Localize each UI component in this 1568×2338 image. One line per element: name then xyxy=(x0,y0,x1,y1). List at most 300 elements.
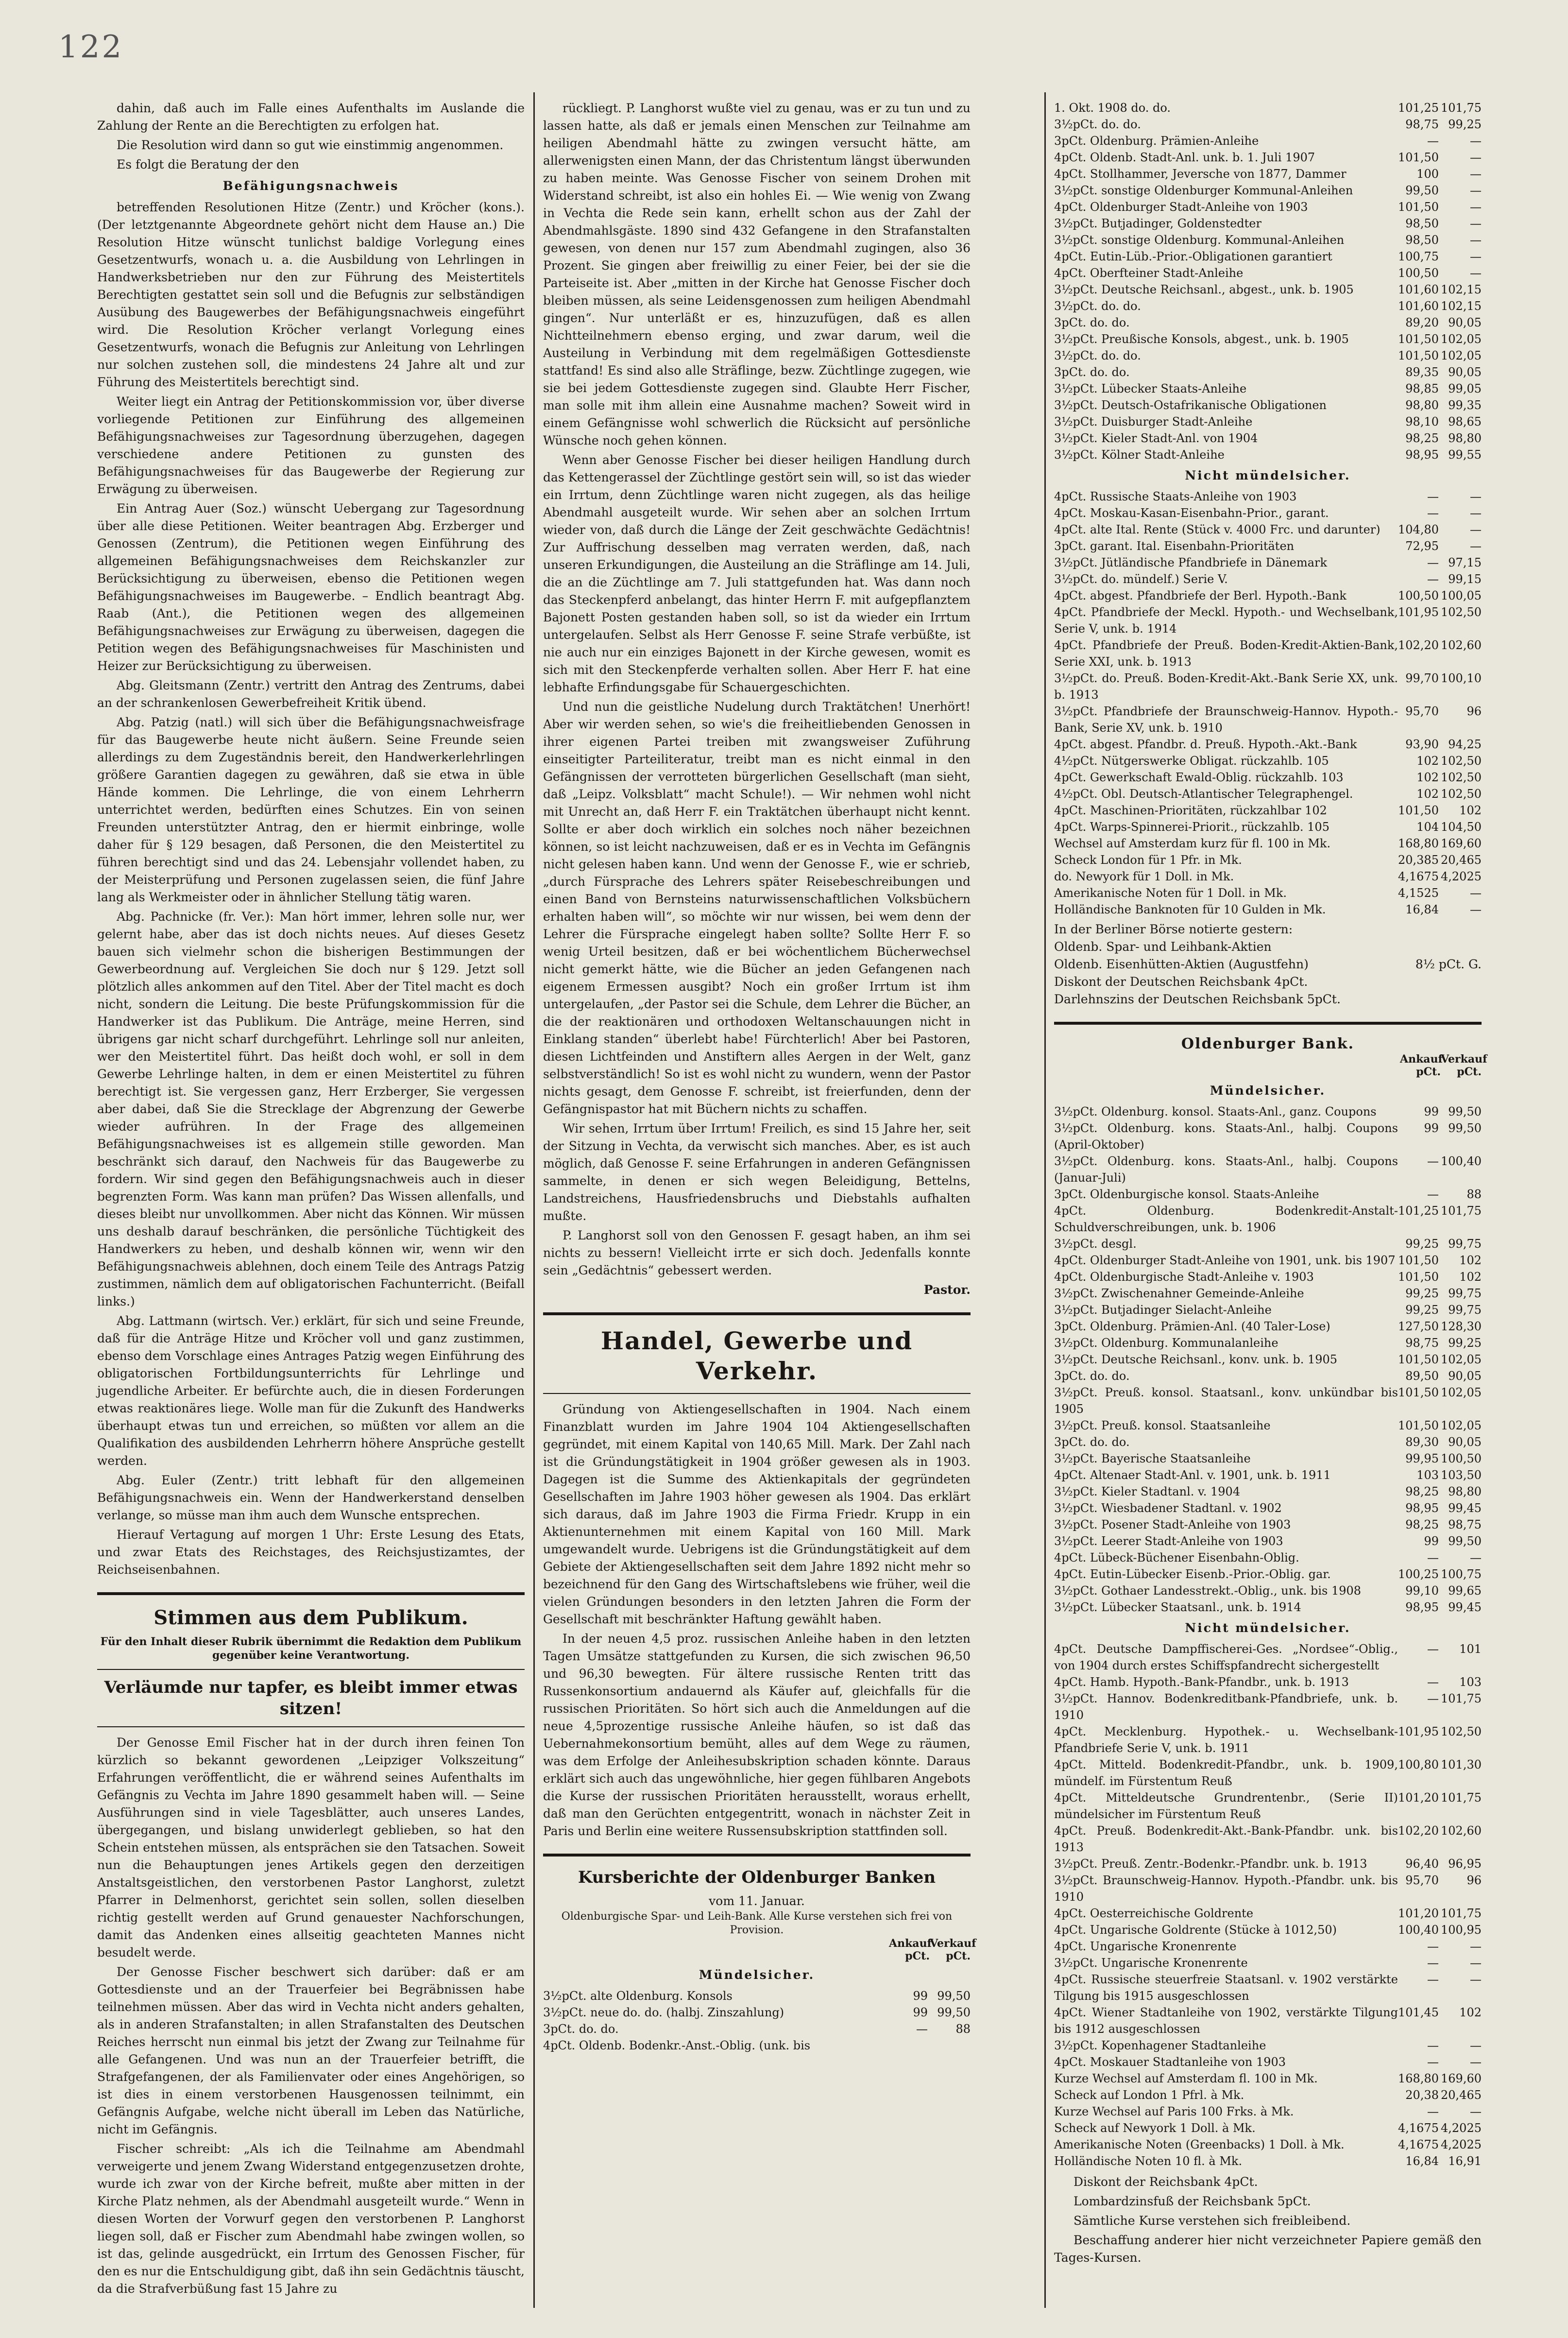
paragraph-group xyxy=(97,1734,525,2298)
table-bank: Oldenburgische Spar- und Leih-Bank. Alle Kurse verstehen sich frei von Provision. xyxy=(561,1910,953,1936)
rate-sell: — xyxy=(1470,1940,1482,1953)
rate-buy: 100,80 xyxy=(1398,1758,1439,1771)
rate-title: 4pCt. Gewerkschaft Ewald-Oblig. rückzahlb. 103 xyxy=(1054,771,1344,784)
paragraph: betreffenden Resolutionen Hitze (Zentr.) und Kröcher (kons.). (Der letztgenannte Abgeordnete gehört nicht dem Hause an.) Die Resolution Hitze wünscht tunlichst baldige Vorlegung eines Gesetzentwurfs, wonach u. a. die Ausbildung von Lehrlingen in Handwerksbetrieben nur den zur Führung des Meistertitels Berechtigten gestattet sein soll und die Befugnis zur selbständigen Ausübung des Baugewerbes der Befähigungsnachweis eingeführt wird. Die Resolution Kröcher verlangt Vorlegung eines Gesetzentwurfs, wonach die Befugnis zur Anleitung von Lehrlingen nur solchen zustehen soll, die mindestens 24 Jahre alt und zur Führung des Meistertitels berechtigt sind. xyxy=(97,200,525,389)
rate-row xyxy=(1054,100,1482,116)
rate-buy: 102 xyxy=(1416,771,1439,784)
paragraph: Wir sehen, Irrtum über Irrtum! Freilich, es sind 15 Jahre her, seit der Sitzung in Vechta, da verwischt sich manches. Aber, es ist auch möglich, daß Genosse F. seine Erfahrungen in anderen Gefängnissen sammelte, in denen er sich wegen Beleidigung, Bettelns, Landstreichens, Hausfriedensbruchs und Diebstahls aufhalten mußte. xyxy=(543,1121,971,1223)
rate-sell: — xyxy=(1470,151,1482,164)
rate-row xyxy=(543,2021,971,2037)
rate-title: 3½pCt. neue do. do. (halbj. Zinszahlung) xyxy=(543,2006,784,2019)
rate-title: 4pCt. Moskauer Stadtanleihe von 1903 xyxy=(1054,2055,1286,2069)
rate-title: 3½pCt. Lübecker Staats-Anleihe xyxy=(1054,382,1247,395)
rate-title: 3½pCt. Duisburger Stadt-Anleihe xyxy=(1054,415,1253,429)
rate-row xyxy=(1054,133,1482,149)
rate-title: 3pCt. do. do. xyxy=(1054,316,1130,329)
rate-title: 3½pCt. Jütländische Pfandbriefe in Dänemark xyxy=(1054,556,1328,569)
rate-sell: 102,50 xyxy=(1441,1725,1482,1738)
paragraph: Sämtliche Kurse verstehen sich freibleibend. xyxy=(1074,2214,1351,2228)
rate-buy: 101,60 xyxy=(1398,299,1439,313)
exchange-value: 8½ pCt. G. xyxy=(1415,957,1482,971)
rate-row xyxy=(1054,1302,1482,1318)
rate-title: 4pCt. abgest. Pfandbr. d. Preuß. Hypoth.-Akt.-Bank xyxy=(1054,738,1357,751)
rate-title: 3½pCt. Braunschweig-Hannov. Hypoth.-Pfandbr. unk. bis 1910 xyxy=(1054,1874,1398,1904)
paragraph: Die Resolution wird dann so gut wie einstimmig angenommen. xyxy=(117,138,504,152)
table-section-label: Mündelsicher. xyxy=(1210,1083,1326,1098)
rate-sell: 99,75 xyxy=(1448,1287,1482,1300)
table-section-label: Nicht mündelsicher. xyxy=(1185,468,1351,482)
rate-sell: 97,15 xyxy=(1448,556,1482,569)
rate-buy: 99,10 xyxy=(1405,1584,1439,1598)
rate-title: 4pCt. Oldenburger Stadt-Anleihe von 1903 xyxy=(1054,200,1308,214)
rate-sell: 100,05 xyxy=(1441,589,1482,602)
table-section-label: Mündelsicher. xyxy=(699,1968,815,1982)
rate-title: 3pCt. do. do. xyxy=(1054,1435,1130,1449)
rate-sell: — xyxy=(1470,2039,1482,2052)
rate-buy: 101,50 xyxy=(1398,1386,1439,1399)
rate-buy: — xyxy=(1427,1973,1439,1986)
rate-row xyxy=(1054,1566,1482,1582)
rate-buy: 99 xyxy=(913,1989,928,2003)
rate-sell: — xyxy=(1470,1551,1482,1564)
rate-title: 4pCt. Mitteld. Bodenkredit-Pfandbr., unk. b. 1909, mündelf. im Fürstentum Reuß xyxy=(1054,1758,1398,1788)
rate-row xyxy=(1054,2070,1482,2087)
signature: Pastor. xyxy=(923,1283,971,1297)
exchange-line: Diskont der Deutschen Reichsbank 4pCt. xyxy=(1054,975,1308,989)
rate-row xyxy=(1054,380,1482,397)
rate-row xyxy=(1054,2037,1482,2054)
rate-title: 3½pCt. Hannov. Bodenkreditbank-Pfandbriefe, unk. b. 1910 xyxy=(1054,1692,1398,1722)
article-title: Verläumde nur tapfer, es bleibt immer etwas sitzen! xyxy=(104,1678,518,1719)
rate-title: 3½pCt. Oldenburg. konsol. Staats-Anl., ganz. Coupons xyxy=(1054,1105,1377,1118)
rate-sell: 102,05 xyxy=(1441,1419,1482,1432)
paragraph: Lombardzinsfuß der Reichsbank 5pCt. xyxy=(1074,2194,1311,2208)
rate-row xyxy=(1054,1186,1482,1203)
rate-title: 3½pCt. desgl. xyxy=(1054,1237,1137,1251)
rate-sell: 98,65 xyxy=(1448,415,1482,429)
rate-row xyxy=(1054,571,1482,587)
rate-sell: — xyxy=(1470,217,1482,230)
divider xyxy=(97,1726,525,1727)
rate-sell: 100,10 xyxy=(1441,671,1482,685)
rate-sell: 103,50 xyxy=(1441,1468,1482,1482)
rate-row xyxy=(1054,281,1482,298)
paragraph: Es folgt die Beratung der den xyxy=(117,157,299,172)
rate-buy: 101,25 xyxy=(1398,101,1439,115)
rate-buy: 4,1675 xyxy=(1398,870,1439,883)
rate-sell: 98,75 xyxy=(1448,1518,1482,1531)
rate-title: 4pCt. Eutin-Lüb.-Prior.-Obligationen garantiert xyxy=(1054,250,1332,263)
rate-title: 3½pCt. Kölner Stadt-Anleihe xyxy=(1054,448,1225,462)
rate-title: 3½pCt. Deutsche Reichsanl., konv. unk. b. 1905 xyxy=(1054,1353,1338,1366)
header-buy: Ankauf pCt. xyxy=(889,1937,932,1962)
rate-title: 3½pCt. Preuß. konsol. Staatsanleihe xyxy=(1054,1419,1271,1432)
rate-row xyxy=(1054,868,1482,885)
rate-sell: 101,75 xyxy=(1441,1204,1482,1218)
table-date: vom 11. Januar. xyxy=(709,1894,805,1908)
exchange-line: Darlehnszins der Deutschen Reichsbank 5pCt. xyxy=(1054,992,1341,1006)
rate-buy: — xyxy=(1427,1551,1439,1564)
rate-sell: 99,05 xyxy=(1448,382,1482,395)
rate-row xyxy=(1054,1467,1482,1483)
rate-title: 3½pCt. Lübecker Staatsanl., unk. b. 1914 xyxy=(1054,1600,1301,1614)
rate-title: 3½pCt. Pfandbriefe der Braunschweig-Hannov. Hypoth.-Bank, Serie XV, unk. b. 1910 xyxy=(1054,705,1398,735)
rate-title: 3½pCt. Butjadinger, Goldenstedter xyxy=(1054,217,1261,230)
rate-buy: — xyxy=(916,2022,928,2036)
paragraph: dahin, daß auch im Falle eines Aufenthalts im Auslande die Zahlung der Rente an die Berechtigten zu erfolgen hat. xyxy=(97,101,525,133)
rate-buy: 99,25 xyxy=(1405,1303,1439,1317)
rate-sell: 94,25 xyxy=(1448,738,1482,751)
rate-buy: 89,30 xyxy=(1405,1435,1439,1449)
header-buy: Ankauf pCt. xyxy=(1400,1053,1443,1078)
rate-sell: 102 xyxy=(1459,1254,1482,1267)
rate-title: 3½pCt. do. do. xyxy=(1054,299,1141,313)
exchange-line: Oldenb. Spar- und Leihbank-Aktien xyxy=(1054,940,1272,954)
rate-buy: 101,50 xyxy=(1398,1419,1439,1432)
paragraph-group xyxy=(97,100,525,173)
rate-title: 3½pCt. Ungarische Kronenrente xyxy=(1054,1956,1248,1970)
rate-row xyxy=(1054,182,1482,199)
rate-buy: 98,50 xyxy=(1405,233,1439,247)
divider xyxy=(97,1669,525,1670)
rate-sell: 169,60 xyxy=(1441,837,1482,850)
footer-notes xyxy=(1054,2173,1482,2267)
exchange-line-row xyxy=(1054,956,1482,973)
rate-title: 3½pCt. Deutsch-Ostafrikanische Obligationen xyxy=(1054,398,1327,412)
rate-row xyxy=(1054,1351,1482,1368)
rate-buy: 16,84 xyxy=(1405,2154,1439,2168)
rate-row xyxy=(1054,149,1482,166)
rate-sell: 102,60 xyxy=(1441,638,1482,652)
rate-row xyxy=(1054,1516,1482,1533)
rate-sell: — xyxy=(1470,903,1482,916)
rate-sell: 102,50 xyxy=(1441,754,1482,768)
rate-title: 4pCt. Hamb. Hypoth.-Bank-Pfandbr., unk. b. 1913 xyxy=(1054,1675,1349,1689)
rate-title: 4pCt. Oberfteiner Stadt-Anleihe xyxy=(1054,266,1244,280)
rate-row xyxy=(543,1988,971,2004)
rate-row xyxy=(1054,232,1482,248)
rate-sell: 101,75 xyxy=(1441,1907,1482,1920)
rate-row xyxy=(1054,736,1482,753)
rate-sell: 16,91 xyxy=(1448,2154,1482,2168)
table-header xyxy=(543,1937,976,1962)
rate-title: 3pCt. do. do. xyxy=(1054,1369,1130,1383)
rate-buy: 16,84 xyxy=(1405,903,1439,916)
rate-row xyxy=(1054,1822,1482,1856)
rate-buy: — xyxy=(1427,1187,1439,1201)
rate-buy: 102,20 xyxy=(1398,638,1439,652)
rate-buy: — xyxy=(1427,572,1439,586)
rate-sell: 99,50 xyxy=(1448,1105,1482,1118)
rate-row xyxy=(1054,199,1482,215)
rate-buy: 101,50 xyxy=(1398,1353,1439,1366)
rate-row xyxy=(543,2037,971,2054)
rate-title: 3½pCt. Wiesbadener Stadtanl. v. 1902 xyxy=(1054,1501,1282,1515)
rate-buy: — xyxy=(1427,134,1439,148)
rate-table xyxy=(543,1988,971,2054)
rate-sell: 4,2025 xyxy=(1441,870,1482,883)
rate-title: 3½pCt. Deutsche Reichsanl., abgest., unk. b. 1905 xyxy=(1054,283,1354,296)
rate-buy: 99,95 xyxy=(1405,1452,1439,1465)
rate-row xyxy=(1054,1318,1482,1335)
rate-title: 4½pCt. Nütgerswerke Obligat. rückzahlb. 105 xyxy=(1054,754,1329,768)
rate-buy: 20,38 xyxy=(1405,2088,1439,2102)
rate-row xyxy=(1054,1500,1482,1516)
rate-title: 4pCt. Moskau-Kasan-Eisenbahn-Prior., garant. xyxy=(1054,506,1329,520)
rate-title: 4pCt. Oldenburg. Bodenkredit-Anstalt-Schuldverschreibungen, unk. b. 1906 xyxy=(1054,1204,1398,1234)
rate-row xyxy=(1054,835,1482,852)
rate-buy: 98,95 xyxy=(1405,448,1439,462)
rate-sell: 102,50 xyxy=(1441,605,1482,619)
rate-title: Amerikanische Noten für 1 Doll. in Mk. xyxy=(1054,886,1287,900)
rate-buy: 99 xyxy=(1424,1105,1439,1118)
paragraph: Weiter liegt ein Antrag der Petitionskommission vor, über diverse vorliegende Petitionen zur Einführung des allgemeinen Befähigungsnachweises zur Tagesordnung überzugehen, dagegen verschiedene andere Petitionen zu gunsten des Befähigungsnachweises für das Baugewerbe der Regierung zur Erwägung zu überweisen. xyxy=(97,395,525,496)
rate-sell: 90,05 xyxy=(1448,1369,1482,1383)
rate-buy: — xyxy=(1427,1940,1439,1953)
rate-buy: 101,25 xyxy=(1398,1204,1439,1218)
rate-row xyxy=(1054,1269,1482,1285)
rate-row xyxy=(1054,413,1482,430)
rate-buy: 101,50 xyxy=(1398,200,1439,214)
rate-title: 4pCt. Preuß. Bodenkredit-Akt.-Bank-Pfandbr. unk. bis 1913 xyxy=(1054,1824,1398,1854)
rate-row xyxy=(1054,1483,1482,1500)
rate-row xyxy=(1054,430,1482,447)
rate-buy: — xyxy=(1427,2105,1439,2118)
paragraph: Ein Antrag Auer (Soz.) wünscht Uebergang zur Tagesordnung über alle diese Petitionen. Weiter beantragen Abg. Erzberger und Genossen (Zentrum), die Petitionen wegen Einführung des allgemeinen Befähigungsnachweises dem Reichskanzler zur Berücksichtigung zu überweisen, ebenso die Petitionen wegen Befähigungsnachweises im Baugewerbe. – Endlich beantragt Abg. Raab (Ant.), die Petitionen wegen des allgemeinen Befähigungsnachweises zur Erwägung zu überweisen, dagegen die Petition wegen des Befähigungsnachweises für Maschinisten und Heizer zur Berücksichtigung zu überweisen. xyxy=(97,501,525,673)
rate-title: 3pCt. do. do. xyxy=(1054,365,1130,379)
rate-title: Wechsel auf Amsterdam kurz für fl. 100 in Mk. xyxy=(1054,837,1331,850)
rate-row xyxy=(1054,166,1482,182)
rate-row xyxy=(1054,1549,1482,1566)
rate-title: Scheck auf London 1 Pfrl. à Mk. xyxy=(1054,2088,1244,2102)
rate-title: 4pCt. alte Ital. Rente (Stück v. 4000 Frc. und darunter) xyxy=(1054,523,1381,536)
header-sell: Verkauf pCt. xyxy=(1441,1053,1487,1078)
rate-sell: 102,50 xyxy=(1441,787,1482,801)
paragraph: Abg. Gleitsmann (Zentr.) vertritt den Antrag des Zentrums, dabei an der schrankenlosen Gewerbefreiheit Kritik übend. xyxy=(97,678,525,710)
rate-row xyxy=(1054,347,1482,364)
rate-title: 3pCt. Oldenburgische konsol. Staats-Anleihe xyxy=(1054,1187,1319,1201)
rate-sell: 102,05 xyxy=(1441,332,1482,346)
rate-title: 3½pCt. Kopenhagener Stadtanleihe xyxy=(1054,2039,1266,2052)
rate-row xyxy=(1054,1153,1482,1186)
rate-row xyxy=(1054,1971,1482,2004)
rate-row xyxy=(1054,1641,1482,1674)
section-rule xyxy=(97,1592,525,1595)
rate-title: 3½pCt. Preuß. konsol. Staatsanl., konv. unkündbar bis 1905 xyxy=(1054,1386,1398,1416)
rate-sell: 102 xyxy=(1459,804,1482,817)
rate-buy: 89,20 xyxy=(1405,316,1439,329)
rate-row xyxy=(1054,2004,1482,2037)
rate-title: 4pCt. Mecklenburg. Hypothek.- u. Wechselbank-Pfandbriefe Serie V, unk. b. 1911 xyxy=(1054,1725,1398,1755)
rate-row xyxy=(1054,1674,1482,1690)
rate-sell: 98,80 xyxy=(1448,1485,1482,1498)
rate-buy: 101,95 xyxy=(1398,605,1439,619)
rate-buy: 89,35 xyxy=(1405,365,1439,379)
rate-buy: 98,75 xyxy=(1405,1336,1439,1350)
rate-sell: 20,465 xyxy=(1441,853,1482,867)
rate-sell xyxy=(928,2037,971,2054)
rate-buy: 98,25 xyxy=(1405,431,1439,445)
rate-buy: 95,70 xyxy=(1405,1874,1439,1887)
rate-sell: 102 xyxy=(1459,1270,1482,1284)
rate-row xyxy=(1054,554,1482,571)
rate-row xyxy=(1054,1450,1482,1467)
rate-buy: — xyxy=(1427,506,1439,520)
rate-sell: 96 xyxy=(1466,705,1482,718)
rate-title: 3½pCt. Leerer Stadt-Anleihe von 1903 xyxy=(1054,1534,1283,1548)
rate-title: 4pCt. abgest. Pfandbriefe der Berl. Hypoth.-Bank xyxy=(1054,589,1346,602)
rate-title: do. Newyork für 1 Doll. in Mk. xyxy=(1054,870,1234,883)
rate-title: Kurze Wechsel auf Amsterdam fl. 100 in Mk. xyxy=(1054,2072,1318,2085)
rate-sell: 103 xyxy=(1459,1675,1482,1689)
rate-sell: 99,55 xyxy=(1448,448,1482,462)
rate-row xyxy=(1054,1203,1482,1236)
rate-sell: 100,40 xyxy=(1441,1154,1482,1168)
rate-row xyxy=(1054,1285,1482,1302)
rate-sell: 99,75 xyxy=(1448,1303,1482,1317)
rate-buy: 98,85 xyxy=(1405,382,1439,395)
paragraph: In der neuen 4,5 proz. russischen Anleihe haben in den letzten Tagen Umsätze stattgefunden zu Kursen, die sich zwischen 96,50 und 96,30 bewegten. Für ältere russische Renten tritt das Russenkonsortium andauernd als Käufer auf, gleichfalls für die russischen Prioritäten. So hört sich auch die Anmeldungen auf die neue 4,5prozentige russische Anleihe häufen, so ist daß das Uebernahmekonsortium bemüht, alles auf dem Wege zu räumen, was dem Erfolge der Anleihesubskription schaden könnte. Daraus erklärt sich auch das ungewöhnliche, hier gegen fühlbaren Angebots die Kurse der russischen Prioritäten herausstellt, woraus erhellt, daß man den Gerüchten entgegentritt, wonach in nächster Zeit in Paris und Berlin eine weitere Russensubskription stattfinden soll. xyxy=(543,1632,971,1838)
rate-title: Scheck auf Newyork 1 Doll. à Mk. xyxy=(1054,2121,1256,2135)
rate-row xyxy=(1054,1434,1482,1450)
rate-sell: — xyxy=(1470,134,1482,148)
rate-buy: 100 xyxy=(1416,167,1439,181)
rate-title: 4pCt. Pfandbriefe der Preuß. Boden-Kredit-Aktien-Bank, Serie XXI, unk. b. 1913 xyxy=(1054,638,1398,669)
rate-row xyxy=(1054,1922,1482,1938)
rate-sell: 99,50 xyxy=(1448,1534,1482,1548)
rate-buy: 102,20 xyxy=(1398,1824,1439,1838)
rate-buy: 103 xyxy=(1416,1468,1439,1482)
rate-sell: — xyxy=(1470,886,1482,900)
rate-row xyxy=(1054,1955,1482,1971)
rate-buy: — xyxy=(1427,1642,1439,1656)
rate-title: 3½pCt. Gothaer Landesstrekt.-Oblig., unk. bis 1908 xyxy=(1054,1584,1362,1598)
rate-title: 3½pCt. sonstige Oldenburger Kommunal-Anleihen xyxy=(1054,184,1353,197)
rate-buy: 98,80 xyxy=(1405,398,1439,412)
rate-buy: 98,25 xyxy=(1405,1518,1439,1531)
rate-sell: 20,465 xyxy=(1441,2088,1482,2102)
rate-buy: — xyxy=(1427,1956,1439,1970)
subheading: Befähigungsnachweis xyxy=(222,179,399,193)
rate-buy: 101,60 xyxy=(1398,283,1439,296)
rate-buy: 101,50 xyxy=(1398,349,1439,362)
rate-buy: — xyxy=(1427,1154,1439,1168)
rate-title: Holländische Banknoten für 10 Gulden in Mk. xyxy=(1054,903,1326,916)
rate-row xyxy=(543,2004,971,2021)
rate-title: 3½pCt. sonstige Oldenburg. Kommunal-Anleihen xyxy=(1054,233,1345,247)
rate-buy: 104 xyxy=(1416,820,1439,834)
rate-title: 4pCt. Warps-Spinnerei-Priorit., rückzahlb. 105 xyxy=(1054,820,1329,834)
rate-buy: 99 xyxy=(913,2006,928,2019)
rate-row xyxy=(1054,2054,1482,2070)
rate-row xyxy=(1054,1335,1482,1351)
rate-title: Kurze Wechsel auf Paris 100 Frks. à Mk. xyxy=(1054,2105,1294,2118)
rate-sell: 101,75 xyxy=(1441,1692,1482,1705)
rate-row xyxy=(1054,604,1482,637)
rate-sell: — xyxy=(1470,490,1482,503)
rate-title: 4pCt. Ungarische Goldrente (Stücke à 1012,50) xyxy=(1054,1923,1337,1937)
paragraph-group xyxy=(543,1401,971,1840)
rate-row xyxy=(1054,215,1482,232)
rate-buy: 89,50 xyxy=(1405,1369,1439,1383)
rate-row xyxy=(1054,1856,1482,1872)
section-rule xyxy=(1054,1022,1482,1025)
rate-sell: 102,05 xyxy=(1441,349,1482,362)
column-2 xyxy=(543,100,976,2054)
paragraph-group xyxy=(543,100,971,1279)
rate-title: 4pCt. Oldenburgische Stadt-Anleihe v. 1903 xyxy=(1054,1270,1314,1284)
column-1 xyxy=(97,100,525,2300)
rate-row xyxy=(1054,1103,1482,1120)
rate-sell: 90,05 xyxy=(1448,365,1482,379)
rate-title: 4pCt. Maschinen-Prioritäten, rückzahlbar 102 xyxy=(1054,804,1327,817)
rate-title: 3pCt. Oldenburg. Prämien-Anl. (40 Taler-Lose) xyxy=(1054,1320,1330,1333)
rate-buy: 101,95 xyxy=(1398,1725,1439,1738)
rate-title: 3pCt. do. do. xyxy=(543,2022,619,2036)
rate-row xyxy=(1054,587,1482,604)
table-header xyxy=(1054,1053,1487,1078)
rate-title: 3½pCt. alte Oldenburg. Konsols xyxy=(543,1989,733,2003)
rate-row xyxy=(1054,1599,1482,1616)
rate-row xyxy=(1054,852,1482,868)
rate-buy: 99,70 xyxy=(1405,671,1439,685)
rate-row xyxy=(1054,1368,1482,1384)
rate-sell: 100,95 xyxy=(1441,1923,1482,1937)
rate-table xyxy=(1054,1103,1482,1616)
rate-title: 3½pCt. do. Preuß. Boden-Kredit-Akt.-Bank Serie XX, unk. b. 1913 xyxy=(1054,671,1398,702)
exchange-line: In der Berliner Börse notierte gestern: xyxy=(1054,922,1293,936)
rate-sell: 4,2025 xyxy=(1441,2138,1482,2151)
rate-row xyxy=(1054,802,1482,819)
paragraph-group xyxy=(97,199,525,1579)
header-sell: Verkauf pCt. xyxy=(930,1937,976,1962)
rate-buy: 101,45 xyxy=(1398,2006,1439,2019)
rate-buy: 100,50 xyxy=(1398,266,1439,280)
rate-title: 3½pCt. Bayerische Staatsanleihe xyxy=(1054,1452,1251,1465)
rate-title: 3½pCt. do. do. xyxy=(1054,118,1141,131)
rate-buy: 100,40 xyxy=(1398,1923,1439,1937)
rate-sell: 102,60 xyxy=(1441,1824,1482,1838)
section-title: Stimmen aus dem Publikum. xyxy=(153,1606,468,1629)
rate-buy: 101,50 xyxy=(1398,332,1439,346)
rate-title: 3½pCt. Oldenburg. kons. Staats-Anl., halbj. Coupons (April-Oktober) xyxy=(1054,1121,1398,1152)
rate-title: Scheck London für 1 Pfr. in Mk. xyxy=(1054,853,1242,867)
rate-sell: 99,50 xyxy=(937,2006,971,2019)
rate-sell: 99,25 xyxy=(1448,1336,1482,1350)
rate-sell: — xyxy=(1470,200,1482,214)
rate-sell: 90,05 xyxy=(1448,1435,1482,1449)
rate-sell: 102,05 xyxy=(1441,1353,1482,1366)
rate-title: 4pCt. Oesterreichische Goldrente xyxy=(1054,1907,1254,1920)
rate-row xyxy=(1054,1905,1482,1922)
rate-title: 4pCt. Eutin-Lübecker Eisenb.-Prior.-Oblig. gar. xyxy=(1054,1567,1331,1581)
paragraph: Abg. Euler (Zentr.) tritt lebhaft für den allgemeinen Befähigungsnachweis ein. Wenn der Handwerkerstand denselben verlange, so müsse man ihm auch dem Wunsche entsprechen. xyxy=(97,1473,525,1522)
rate-buy: 98,95 xyxy=(1405,1501,1439,1515)
rate-sell: 99,65 xyxy=(1448,1584,1482,1598)
rate-table xyxy=(1054,488,1482,918)
rate-row xyxy=(1054,248,1482,265)
rate-title: 3½pCt. Preuß. Zentr.-Bodenkr.-Pfandbr. unk. b. 1913 xyxy=(1054,1857,1367,1871)
rate-row xyxy=(1054,1723,1482,1756)
rate-title: 3½pCt. Oldenburg. kons. Staats-Anl., halbj. Coupons (Januar-Juli) xyxy=(1054,1154,1398,1185)
rate-sell: — xyxy=(1470,539,1482,553)
rate-title: 4pCt. Oldenb. Stadt-Anl. unk. b. 1. Juli 1907 xyxy=(1054,151,1315,164)
rate-sell: 99,50 xyxy=(937,1989,971,2003)
rate-sell: — xyxy=(1470,523,1482,536)
rate-sell: 128,30 xyxy=(1441,1320,1482,1333)
rate-buy: 99,25 xyxy=(1405,1287,1439,1300)
rate-row xyxy=(1054,364,1482,380)
